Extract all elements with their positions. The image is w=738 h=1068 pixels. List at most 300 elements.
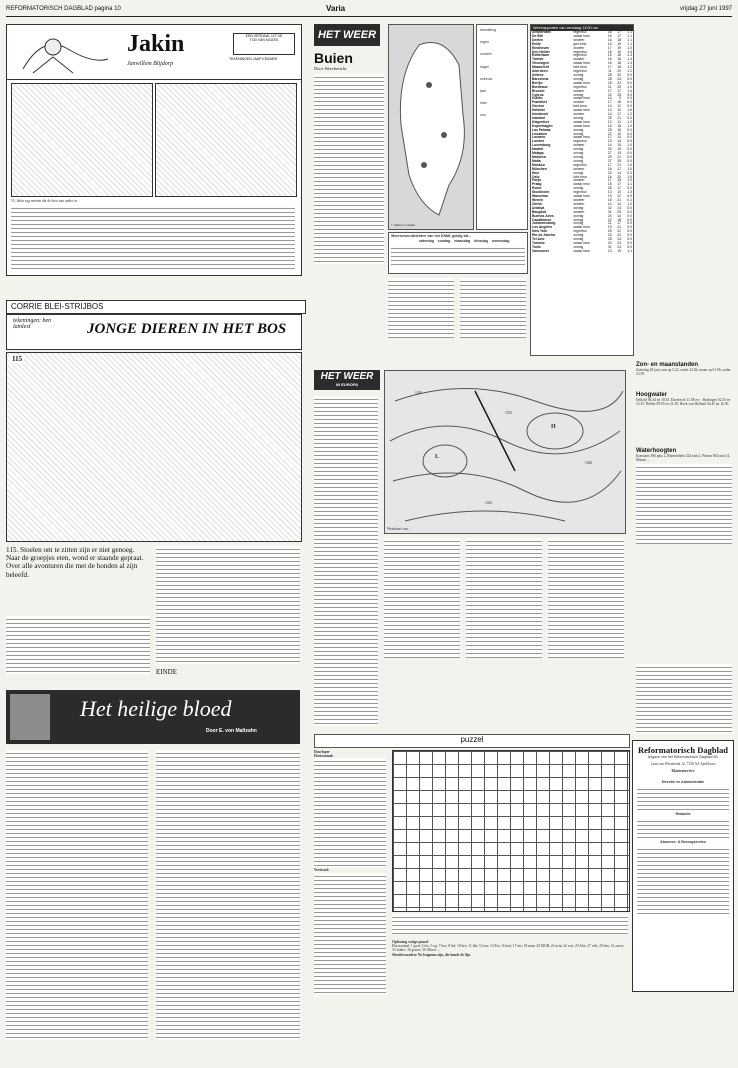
world-table-cell: 18 [617,217,622,222]
world-table-cell: Stockholm [532,190,550,195]
world-table-cell: Luxemburg [532,143,551,148]
world-table-cell: 16 [607,33,612,38]
jakin-caption-text: 53. Jakin zag meteen dat de boot aan onder in ... [11,199,81,203]
world-table-cell: 25 [617,158,622,163]
world-table-cell: 0.0 [627,104,632,109]
world-table-cell: 0.4 [627,100,632,105]
world-table-cell: 14 [607,143,612,148]
world-table-cell: 0.5 [627,139,632,144]
world-table-cell: 29 [607,155,612,159]
world-table-cell: Toronto [532,240,545,245]
waterhoogten-lines [636,464,732,544]
world-table-cell: 0.0 [627,80,632,85]
world-table-cell: 26 [607,186,612,191]
page-header [6,4,732,17]
world-table-cell: Antalya [532,205,545,210]
weer-text-column [314,74,384,264]
world-table-cell: 28 [607,237,612,242]
world-table-cell: zwaar bew. [573,248,591,253]
strip-end: EINDE [156,668,177,676]
legend-regen: regen [480,40,490,45]
world-table-cell: 1.1 [627,182,632,187]
world-table-cell: Oslo [532,174,540,179]
world-table-cell: 17 [607,88,612,93]
legend-bewolking: bewolking [480,28,496,32]
bloed-column-2 [156,750,300,1040]
world-table-cell: 0.0 [627,131,632,136]
world-table-cell: 17 [617,182,622,187]
world-table-cell: Frankfurt [532,100,547,105]
forecast-rows [391,245,525,267]
world-table-cell: 24 [617,237,622,242]
world-table-cell: 22 [607,217,612,222]
world-table-cell: Vancouver [532,248,550,253]
world-table-cell: 15 [617,143,622,148]
world-table-cell: 14 [617,213,622,218]
forecast-day: maandag [454,239,471,244]
world-table-cell: Aberdeen [532,69,548,74]
puzzel-title: puzzel [314,734,630,748]
world-table-cell: 17 [607,65,612,70]
world-table-cell: onweer [573,143,585,148]
weer-forecast-table [388,232,528,274]
world-table-cell: 16 [607,30,612,34]
masthead [632,740,734,992]
world-table-cell: 19 [617,45,622,50]
world-table-cell: 1.1 [627,248,632,253]
header-left: REFORMATORISCH DAGBLAD pagina 10 [6,6,121,12]
forecast-day: dinsdag [474,239,488,244]
world-table-cell: regenbui [573,53,587,58]
world-table-cell: onweer [573,178,585,183]
world-table-cell: Rome [532,186,542,191]
world-table-cell: Praag [532,182,542,187]
world-table-cell: 1.1 [627,33,632,38]
world-table-cell: 17 [607,178,612,183]
world-table-cell: 15 [607,123,612,128]
legend-zon: zon [480,113,486,118]
world-table-cell: 0.0 [627,76,632,81]
world-table-cell: 0.0 [627,147,632,152]
world-table-cell: 15 [607,49,612,54]
world-table-cell: 0.0 [627,205,632,210]
europa-label-l: L [435,454,440,460]
world-table-cell: 16 [617,127,622,132]
world-table-cell: Bordeaux [532,84,548,89]
world-table-cell: zonnig [573,237,584,242]
world-table-cell: Berlijn [532,80,543,85]
jakin-comic [6,24,302,276]
world-table-cell: 1.0 [627,178,632,183]
legend-hagel: hagel [480,64,489,69]
world-table-cell: Malaga [532,151,544,156]
world-table-cell: 18 [607,197,612,202]
world-table-cell: zonnig [573,72,584,77]
world-table-cell: Johannesburg [532,221,556,226]
world-table-cell: 0.0 [627,225,632,230]
europa-text-2 [384,538,460,658]
world-table-cell: München [532,166,547,171]
world-table-cell: 16 [607,57,612,62]
world-table-cell: 27 [607,151,612,156]
world-table-cell: 30 [607,147,612,152]
world-table-cell: licht bew. [573,104,588,109]
masthead-phone-label: Klantenservice [671,769,695,774]
world-table-cell: 25 [617,84,622,89]
world-table-cell: 13 [607,108,612,113]
forecast-day: woensdag [491,239,510,244]
legend-ijzel: ijzel [480,89,487,94]
hoogwater-block [636,392,732,406]
world-table-cell: Genève [532,104,545,109]
masthead-title: Reformatorisch Dagblad [638,745,728,755]
europa-text-3 [466,538,542,658]
world-table-cell: onweer [573,201,585,206]
world-table-cell: 19 [617,41,622,46]
bloed-image [10,694,50,740]
world-table-cell: 19 [607,225,612,230]
europa-logo-sub: IN EUROPA [336,382,358,387]
world-table-cell: 0.0 [627,186,632,191]
world-table-cell: onweer [573,100,585,105]
world-table-cell: zonnig [573,217,584,222]
world-table-cell: 25 [617,92,622,97]
jakin-banner-line2: TIJD VAN MOZES [249,38,279,42]
world-table-cell: 28 [607,72,612,77]
weer-byline: Door Weerbericht [314,66,347,71]
world-table-cell: 1.2 [627,119,632,124]
world-table-cell: zwaar bew. [573,61,591,66]
world-table-cell: 17 [607,100,612,105]
jakin-title-panel [7,25,301,80]
world-table-cell: regenbui [573,229,587,234]
masthead-redactie: Redactie [675,811,691,816]
zon-block [636,362,732,376]
world-table-cell: Rotterdam [532,53,549,58]
world-table-cell: 22 [617,194,622,199]
world-table-cell: 0.0 [627,240,632,245]
world-table-cell: 24 [607,170,612,175]
strip-author: CORRIE BLEI-STRIJBOS [6,300,306,314]
waterhoogten-block [636,448,732,544]
world-table-cell: zwaar bew. [573,80,591,85]
world-table-cell: 16 [607,166,612,171]
world-table-cell: 1.4 [627,57,632,62]
world-table-cell: 0.0 [627,115,632,120]
world-table-cell: zonnig [573,155,584,159]
jakin-credit: TEKENINGEN JAAP KRAMER [229,57,278,61]
world-table-cell: Brussel [532,88,545,93]
world-table-cell: Kopenhagen [532,123,553,128]
world-table-cell: 14 [607,112,612,117]
world-table-cell: 0.0 [627,96,632,101]
oplossing-text: Horizontaal: 1 goal; 3 fez; 5 og; 7 hor; 8 bel; 10 kro; 11 lab; 13 zru; 14 Ers; 16 keti; 17 nie; 18 man; 20 MOB; 21 ncia; 22 rots; 25 Abe; 27 crib; 29 den; 31 arren; 33 skikte; 36 grauw; 39 Alkers ... [392,944,624,953]
world-table-cell: 14 [617,139,622,144]
world-table-cell: 1.3 [627,61,632,66]
world-table-cell: 24 [617,205,622,210]
world-table-cell: regenbui [573,30,587,34]
world-table-cell: 0.0 [627,151,632,156]
world-table-cell: 28 [607,76,612,81]
world-table-cell: 1.0 [627,45,632,50]
world-table-cell: 13 [607,248,612,253]
world-weather-table [530,24,634,356]
world-table-cell: 13 [607,190,612,195]
world-table-cell: 18 [607,80,612,85]
world-table-cell: 25 [607,127,612,132]
europa-label-1015: 1015 [505,411,513,415]
world-table-cell: 22 [617,229,622,234]
world-table-cell: 1.4 [627,53,632,58]
waterhoogten-text: Konstanz 396 plus 2, Rheinfelden 324 min 2, Plaxen 504 min 14, Maxau ... [636,454,731,463]
world-table-cell: 0.0 [627,229,632,234]
world-table-cell: zwaar bew. [573,240,591,245]
world-table-cell: 18 [617,37,622,42]
world-table-cell: 17 [607,135,612,140]
world-table-cell: zwaar bew. [573,119,591,124]
world-table-cell: zwaar bew. [573,96,591,101]
puzzel-doorloper: Doorloper [314,750,330,754]
europa-logo-text: HET WEER [320,371,374,382]
world-table-cell: 0.0 [627,155,632,159]
masthead-directie-lines [637,786,729,810]
world-table-cell: onweer [573,45,585,50]
world-table-cell: zonnig [573,205,584,210]
europa-text-4 [548,538,624,658]
world-table-cell: zonnig [573,115,584,120]
world-table-cell: 1.0 [627,201,632,206]
world-table-cell: 1.3 [627,190,632,195]
world-table-cell: 15 [607,61,612,66]
world-table-cell: Istanbul [532,115,545,120]
world-table-cell: 15 [617,178,622,183]
world-table-cell: 15 [607,53,612,58]
world-table-cell: zonnig [573,92,584,97]
world-table-cell: 17 [617,30,622,34]
world-table-cell: 0.0 [627,127,632,132]
world-table-cell: Madrid [532,147,544,152]
strip-subtitle: JONGE DIEREN IN HET BOS [87,321,287,337]
world-table-cell: 14 [617,201,622,206]
strip-caption-left-more [6,616,150,674]
europa-logo [314,370,380,390]
world-table-cell: Las Palmas [532,127,551,132]
world-table-cell: Zürich [532,201,543,206]
world-table-cell: Twente [532,57,544,62]
puzzel-verticaal: Verticaal: [314,868,330,873]
world-table-cell: 1.5 [627,174,632,179]
world-table-cell: 12 [607,119,612,124]
europa-label-1020: 1020 [585,461,593,465]
header-section: Varia [326,4,346,13]
world-table-cell: 0.0 [627,135,632,140]
puzzel-oplossing [392,940,628,1004]
jakin-author: Janwillem Blijdorp [127,61,174,67]
world-table-cell: Maastricht [532,65,549,70]
world-table-cell: onweer [573,57,585,62]
world-table-cell: licht bew. [573,174,588,179]
world-table-cell: 0.0 [627,233,632,238]
jakin-title: Jakin [127,31,185,57]
world-table-cell: Moskou [532,162,545,167]
world-table-cell: Rio de Janeiro [532,233,556,238]
world-table-cell: Den Helder [532,49,550,54]
world-table-cell: 19 [617,131,622,136]
world-table-cell: 13 [607,139,612,144]
world-table-cell: zwaar bew. [573,108,591,113]
world-table-cell: 9 [619,96,622,101]
puzzel-verticaal-lines [314,873,386,995]
world-table-cell: 32 [617,72,622,77]
world-table-cell: 17 [617,221,622,226]
world-table-cell: zonnig [573,131,584,136]
masthead-tagline: Uitgave van het Reformatorisch Dagblad BV [647,755,719,759]
world-table-cell: zonnig [573,233,584,238]
world-table-cell: 18 [617,61,622,66]
world-table-row [531,250,633,254]
world-table-cell: 11 [617,119,622,124]
europa-label-h: H [551,424,556,430]
world-table-cell: Cyprus [532,92,544,97]
world-table-cell: 20 [617,69,622,74]
forecast-day: zaterdag [419,239,434,244]
world-table-cell: 27 [607,158,612,163]
world-table-cell: 23 [607,233,612,238]
world-table-cell: 1.4 [627,49,632,54]
legend-mist: mist [480,101,487,106]
world-table-cell: 32 [607,92,612,97]
world-table-cell: 24 [617,244,622,249]
strip-panel [6,352,302,542]
weer-logo: HET WEER [314,24,380,46]
forecast-day: zondag [437,239,451,244]
masthead-redactie-lines [637,818,729,838]
puzzel-under-grid-text [392,914,628,934]
world-table-cell: 21 [617,155,622,159]
world-table-cell: Mallorca [532,155,546,159]
europa-map-caption: Weerkaart van ... [387,526,412,531]
world-table-cell: zonnig [573,147,584,152]
world-table-cell: 0.0 [627,158,632,163]
world-table-cell: 31 [607,244,612,249]
world-table-cell: Los Angeles [532,225,553,230]
europa-map [384,370,626,534]
europa-label-1010: 1010 [415,391,423,395]
world-table-title: Weerrapporten van vandaag 13:00 uur [531,25,633,31]
world-table-cell: 17 [607,162,612,167]
bloed-author: Door E. von Maltzahn [206,728,257,734]
world-table-cell: Helsinki [532,108,546,113]
world-table-cell: onweer [573,209,585,214]
world-table-cell: 16 [617,100,622,105]
world-table-cell: 17 [617,88,622,93]
world-table-cell: 1.0 [627,162,632,167]
world-table-cell: Eindhoven [532,45,550,50]
world-table-cell: onweer [573,197,585,202]
world-table-cell: zonnig [573,244,584,249]
world-table-cell: onweer [573,37,585,42]
world-table-cell: zwaar bew. [573,135,591,140]
weer-nl-map [388,24,474,230]
world-table-cell: 0.0 [627,217,632,222]
forecast-title: Weersvooruitzichten van het KNMI, geldig tot... [391,234,472,238]
weer-text-3 [460,278,526,338]
world-table-cell: 20 [607,213,612,218]
world-table-cell: zonnig [573,158,584,163]
world-table-cell: onweer [573,112,585,117]
world-table-cell: regenbui [573,139,587,144]
world-table-cell: 1.1 [627,37,632,42]
world-table-cell: 1.6 [627,108,632,113]
world-table-cell: 14 [607,96,612,101]
world-table-cell: 0.0 [627,237,632,242]
world-table-cell: 22 [617,233,622,238]
europa-isobars [385,371,625,533]
world-table-cell: 12 [617,104,622,109]
puzzel-clues [314,750,386,995]
world-table-cell: Klagenfurt [532,119,549,124]
jakin-caption [11,199,295,271]
world-table-cell: zonnig [573,151,584,156]
world-table-cell: 17 [617,112,622,117]
world-table-cell: 18 [617,53,622,58]
puzzel-horizontaal: Horizontaal: [314,754,334,759]
world-table-cell: 19 [617,147,622,152]
world-table-cell: zonnig [573,213,584,218]
strip-header [6,314,302,350]
world-table-cell: 14 [607,41,612,46]
world-table-cell: Wenen [532,197,544,202]
masthead-abonnementen: Abonnee- & Bezorgservice [660,840,706,845]
world-table-cell: 10 [617,190,622,195]
world-table-cell: Eelde [532,41,542,46]
world-table-cell: 29 [617,209,622,214]
jakin-figure-illustration [13,29,113,75]
legend-onweer: onweer [480,52,492,57]
world-table-cell: zonnig [573,76,584,81]
puzzel-horizontaal-lines [314,758,386,868]
world-table-cell: 1.2 [627,112,632,117]
masthead-address: Laan van Westenenk 12, 7336 AZ Apeldoorn [650,762,716,767]
world-table-cell: Parijs [532,178,542,183]
nl-map-shape [389,25,473,229]
polen-text [636,664,732,734]
world-table-cell: 16 [607,37,612,42]
world-table-cell: 17 [617,186,622,191]
world-table-cell: 14 [617,135,622,140]
bloed-banner [6,690,300,744]
world-table-cell: 14 [607,201,612,206]
world-table-cell: 18 [617,65,622,70]
strip-caption-left: 115. Stoelen om te zitten zijn er niet genoeg. Naar de groepjes eten, wond er staande gepraat. Over alle avonturen die met de honden al zijn beleefd. [6,546,144,579]
world-table-cell: 31 [607,209,612,214]
world-table-cell: 23 [617,240,622,245]
oplossing-title: Oplossing vorige puzzel [392,940,429,944]
oplossing-sleutel: Sleutelwoorden: No lenguum zijn, die houdt de lijn. [392,952,471,957]
world-table-cell: 0.0 [627,244,632,249]
world-table-cell: 0.0 [627,213,632,218]
world-table-cell: regenbui [573,84,587,89]
hoogwater-title: Hoogwater [636,392,668,398]
zon-text: Zaterdag 28 juni: zon op 5.22, onder 22.02; maan op 01.96, onder 14.59 [636,368,731,377]
world-table-cell: Buenos Aires [532,213,554,218]
world-table-cell: 1.0 [627,84,632,89]
world-table-cell: zwaar bew. [573,33,591,38]
world-table-cell: 21 [617,162,622,167]
world-table-cell: 17 [607,45,612,50]
world-table-cell: Amsterdam [532,30,551,34]
world-table-cell: Casablanca [532,217,551,222]
